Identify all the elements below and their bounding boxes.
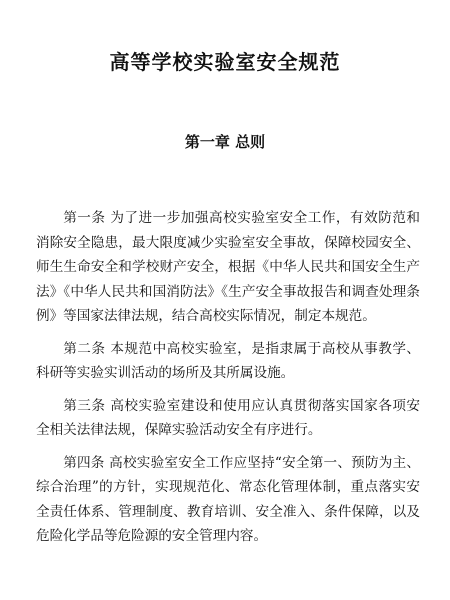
- article-text: 本规范中高校实验室，是指隶属于高校从事教学、科研等实验实训活动的场所及其所属设施。: [36, 340, 421, 381]
- article-text: 高校实验室建设和使用应认真贯彻落实国家各项安全相关法律法规，保障实验活动安全有序进行。: [36, 397, 421, 438]
- article-number: 第四条: [63, 454, 105, 471]
- article-text: 为了进一步加强高校实验室安全工作，有效防范和消除安全隐患，最大限度减少实验室安全事故，保障校园安全、师生生命安全和学校财产安全，根据《中华人民共和国安全生产法》《中华人民共和国消防法》《生产安全事故报告和调查处理条例》等国家法律法规，结合高校实际情况，制定本规范。: [36, 210, 421, 324]
- article-4: [36, 451, 420, 549]
- article-1: [36, 206, 420, 329]
- document-title: 高等学校实验室安全规范: [109, 50, 341, 74]
- article-3: [36, 394, 420, 443]
- article-number: 第一条: [63, 210, 106, 226]
- article-text: 高校实验室安全工作应坚持“安全第一、预防为主、综合治理”的方针，实现规范化、常态化管理体制，重点落实安全责任体系、管理制度、教育培训、安全准入、条件保障，以及危险化学品等危险源的安全管理内容。: [36, 454, 420, 544]
- chapter-heading: 第一章 总则: [184, 133, 266, 151]
- article-2: [36, 337, 420, 386]
- document-body: [36, 206, 420, 557]
- article-number: 第三条: [63, 397, 106, 414]
- article-number: 第二条: [63, 340, 106, 357]
